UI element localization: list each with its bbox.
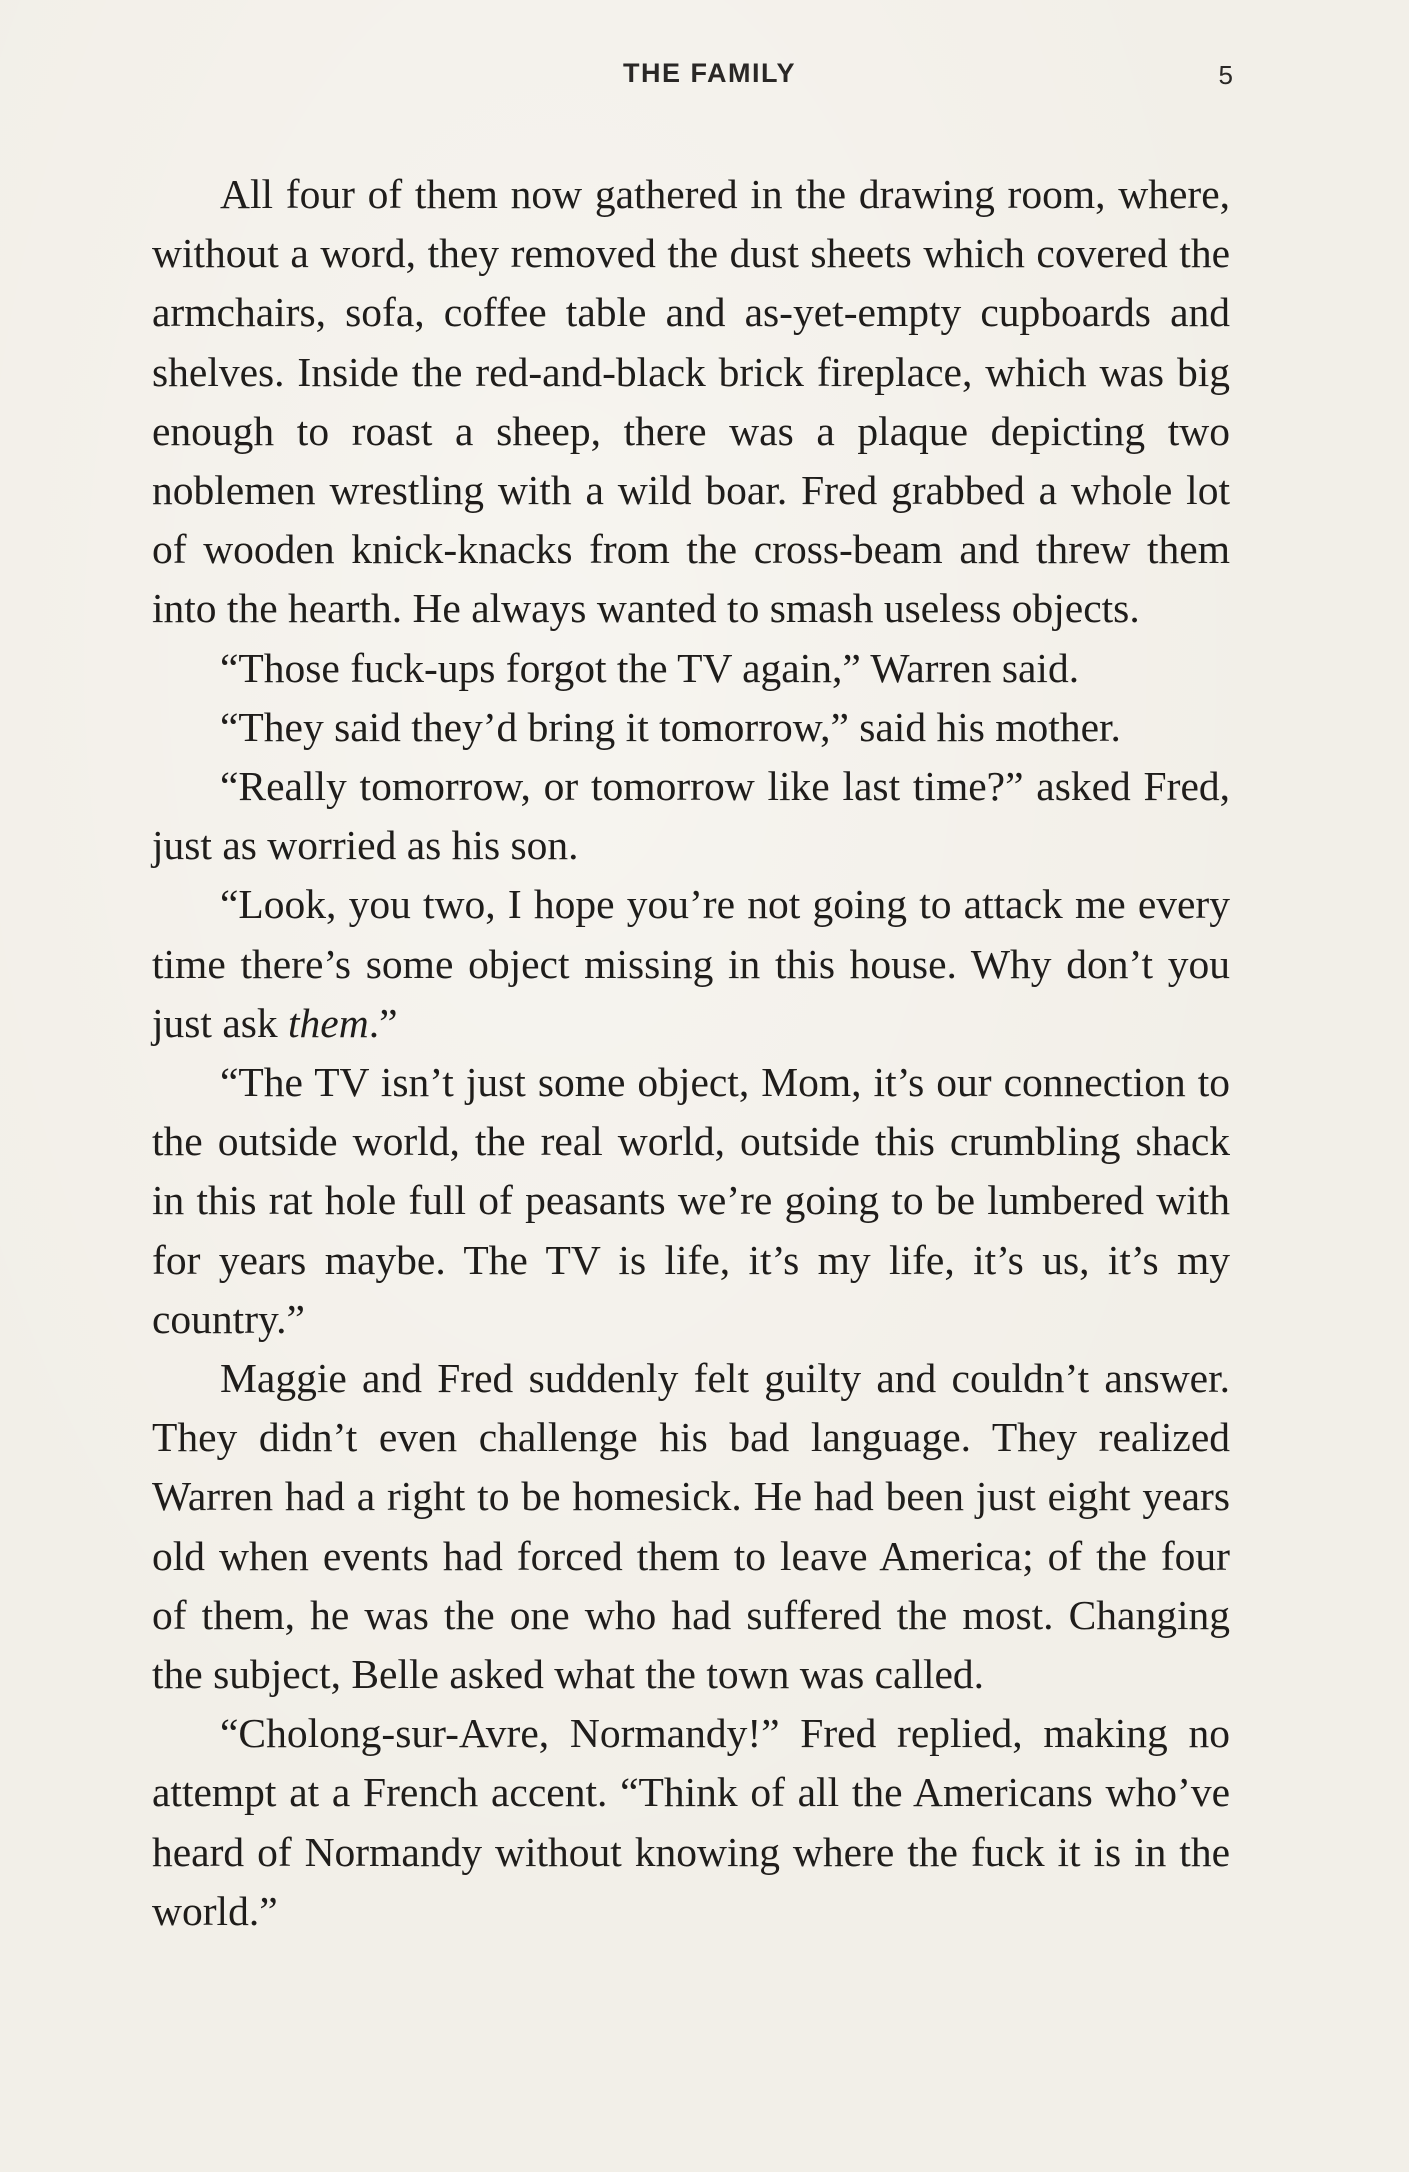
paragraph-text: “Look, you two, I hope you’re not going to attack me every time there’s some object missing in this house. Why don’t you just ask xyxy=(152,881,1230,1046)
body-text xyxy=(152,165,1230,1941)
running-head: THE FAMILY xyxy=(622,58,797,88)
page-number: 5 xyxy=(1218,60,1233,90)
paragraph: “The TV isn’t just some object, Mom, it’s our connection to the outside world, the real world, outside this crumbling shack in this rat hole full of peasants we’re going to be lumbered with for years maybe. The TV is life, it’s my life, it’s us, it’s my country.” xyxy=(152,1059,1230,1342)
paragraph-text: .” xyxy=(368,999,398,1046)
paragraph xyxy=(152,875,1230,1053)
paragraph: “Cholong-sur-Avre, Normandy!” Fred replied, making no attempt at a French accent. “Think of all the Americans who’ve heard of Normandy without knowing where the fuck it is in the world.” xyxy=(152,1710,1230,1934)
paragraph: Maggie and Fred suddenly felt guilty and couldn’t answer. They didn’t even challenge his bad language. They realized Warren had a right to be homesick. He had been just eight years old when events had forced them to leave America; of the four of them, he was the one who had suffered the most. Changing the subject, Belle asked what the town was called. xyxy=(152,1355,1230,1698)
paragraph: “Really tomorrow, or tomorrow like last time?” asked Fred, just as worried as his son. xyxy=(152,763,1230,869)
paragraph: “Those fuck-ups forgot the TV again,” Warren said. xyxy=(220,644,1080,691)
emphasized-word: them xyxy=(288,999,369,1046)
page-header xyxy=(0,58,1409,98)
paragraph: “They said they’d bring it tomorrow,” said his mother. xyxy=(220,703,1121,750)
paragraph: All four of them now gathered in the drawing room, where, without a word, they removed the dust sheets which covered the armchairs, sofa, coffee table and as-yet-empty cupboards and shelves. Inside the red-and-black brick fireplace, which was big enough to roast a sheep, there was a plaque depicting two noblemen wrestling with a wild boar. Fred grabbed a whole lot of wooden knick-knacks from the cross-beam and threw them into the hearth. He always wanted to smash useless objects. xyxy=(152,171,1230,632)
